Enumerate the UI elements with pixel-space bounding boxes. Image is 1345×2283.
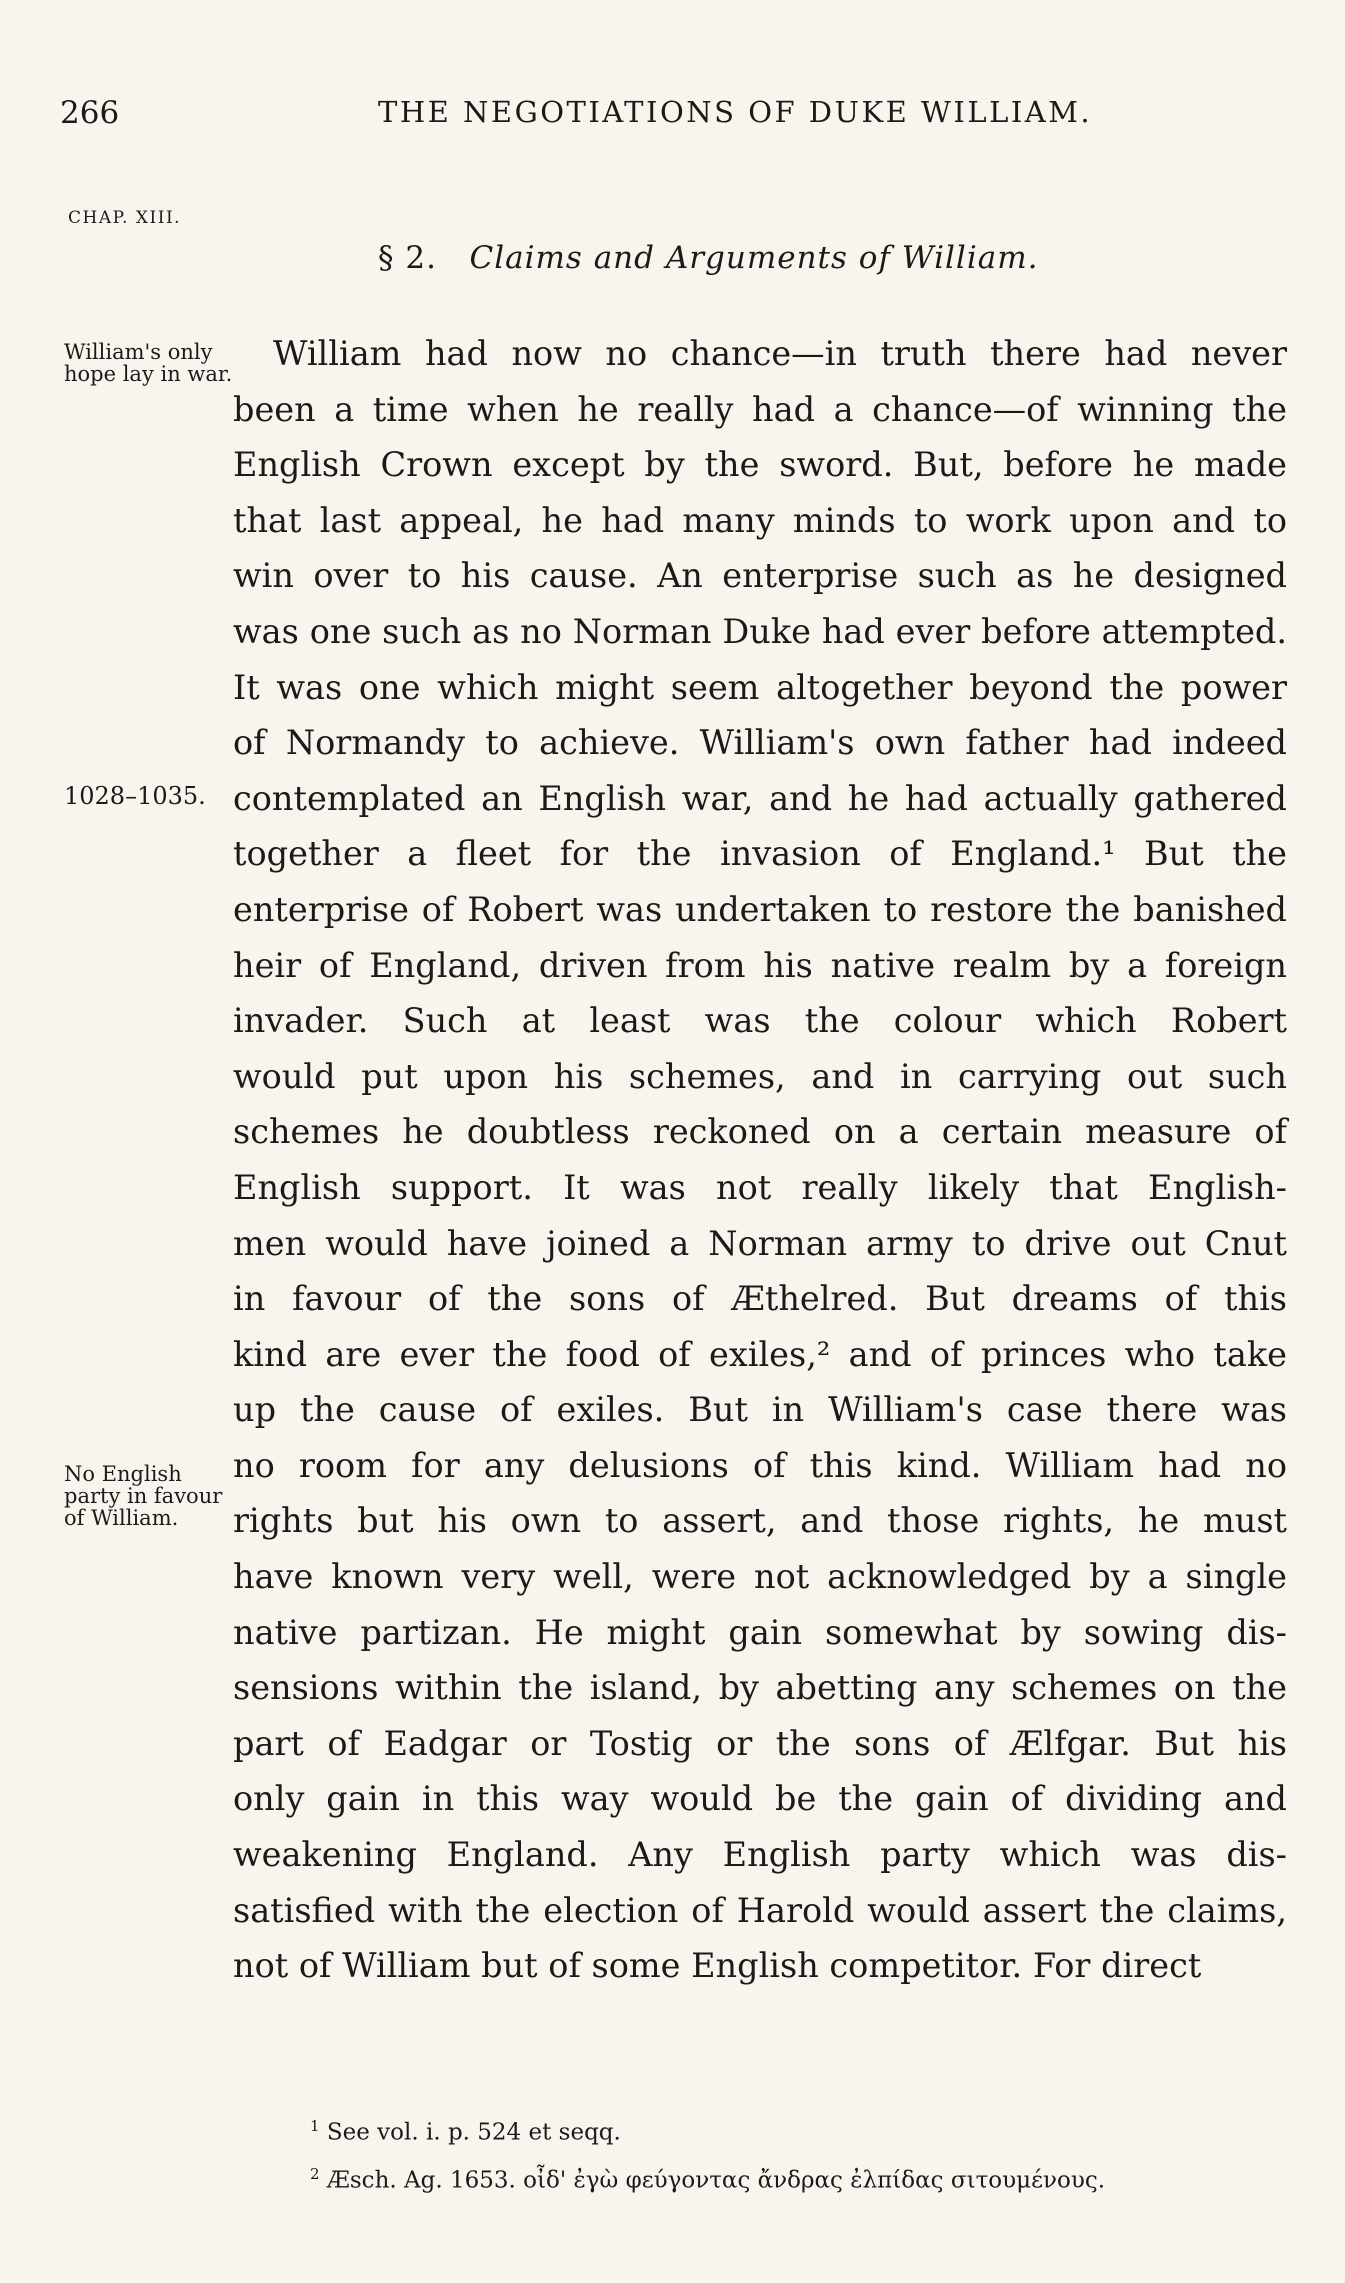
text-line: William had now no chance—in truth there had never bbox=[273, 334, 1287, 373]
text-line: English support. It was not really likely that English- bbox=[233, 1167, 1287, 1207]
text-line: heir of England, driven from his native realm by a foreign bbox=[233, 945, 1287, 985]
text-line: English Crown except by the sword. But, before he made bbox=[233, 445, 1287, 485]
footnote bbox=[310, 2154, 1105, 2202]
text-line: would put upon his schemes, and in carrying out such bbox=[233, 1056, 1287, 1096]
text-line: have known very well, were not acknowledged by a single bbox=[233, 1557, 1287, 1597]
text-line: It was one which might seem altogether beyond the power bbox=[233, 667, 1287, 707]
text-line: that last appeal, he had many minds to work upon and to bbox=[233, 500, 1287, 540]
text-line: together a fleet for the invasion of England.¹ But the bbox=[233, 834, 1287, 874]
footnotes bbox=[310, 2106, 1105, 2201]
text-line: only gain in this way would be the gain of dividing and bbox=[233, 1779, 1287, 1819]
text-line: men would have joined a Norman army to drive out Cnut bbox=[233, 1223, 1287, 1263]
margin-note: William's only hope lay in war. bbox=[64, 340, 233, 386]
text-line: win over to his cause. An enterprise such as he designed bbox=[233, 556, 1287, 596]
text-line: native partizan. He might gain somewhat by sowing dis- bbox=[233, 1612, 1287, 1652]
page-number: 266 bbox=[60, 95, 120, 131]
running-title: THE NEGOTIATIONS OF DUKE WILLIAM. bbox=[378, 95, 1093, 129]
section-number: § 2. bbox=[378, 240, 437, 276]
chapter-label: CHAP. XIII. bbox=[68, 208, 182, 228]
page-header bbox=[0, 95, 1345, 145]
text-line: enterprise of Robert was undertaken to restore the banished bbox=[233, 889, 1287, 929]
text-line: been a time when he really had a chance—of winning the bbox=[233, 389, 1287, 429]
text-line: no room for any delusions of this kind. William had no bbox=[233, 1445, 1287, 1485]
footnote-mark: 1 bbox=[310, 2117, 320, 2135]
margin-note-date: 1028–1035. bbox=[64, 782, 206, 810]
text-line: schemes he doubtless reckoned on a certain measure of bbox=[233, 1112, 1287, 1152]
section-heading bbox=[378, 240, 1038, 276]
text-line: in favour of the sons of Æthelred. But dreams of this bbox=[233, 1279, 1287, 1319]
text-line: weakening England. Any English party which was dis- bbox=[233, 1835, 1287, 1875]
text-line: sensions within the island, by abetting any schemes on the bbox=[233, 1668, 1287, 1708]
text-line: rights but his own to assert, and those rights, he must bbox=[233, 1501, 1287, 1541]
text-line: not of William but of some English competitor. For direct bbox=[233, 1946, 1202, 1986]
footnote-mark: 2 bbox=[310, 2164, 320, 2183]
margin-note: No English party in favour of William. bbox=[64, 1462, 223, 1530]
text-line: invader. Such at least was the colour which Robert bbox=[233, 1001, 1287, 1041]
text-line: part of Eadgar or Tostig or the sons of Ælfgar. But his bbox=[233, 1723, 1287, 1763]
text-line: satisfied with the election of Harold would assert the claims, bbox=[233, 1890, 1287, 1930]
section-title: Claims and Arguments of William. bbox=[469, 240, 1039, 276]
text-line: up the cause of exiles. But in William's case there was bbox=[233, 1390, 1287, 1430]
text-line: kind are ever the food of exiles,² and of princes who take bbox=[233, 1334, 1287, 1374]
text-line: contemplated an English war, and he had actually gathered bbox=[233, 778, 1287, 818]
text-line: of Normandy to achieve. William's own father had indeed bbox=[233, 723, 1287, 763]
text-line: was one such as no Norman Duke had ever before attempted. bbox=[233, 611, 1287, 651]
footnote bbox=[310, 2106, 1105, 2154]
footnote-text: Æsch. Ag. 1653. οἶδ' ἐγὼ φεύγοντας ἄνδρας ἐλπίδας σιτουμένους. bbox=[326, 2167, 1106, 2194]
footnote-text: See vol. i. p. 524 et seqq. bbox=[326, 2119, 621, 2146]
body-text bbox=[233, 326, 1287, 1994]
